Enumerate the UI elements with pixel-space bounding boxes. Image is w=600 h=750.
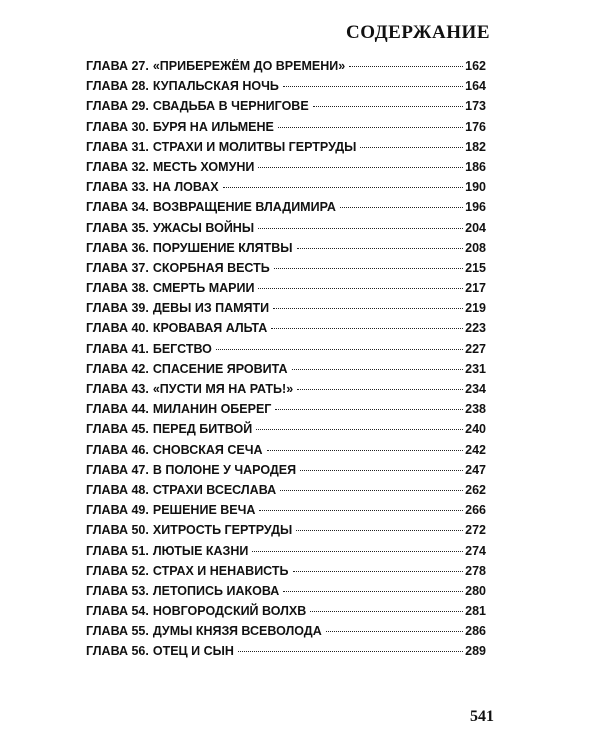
toc-dot-leader: [256, 429, 463, 430]
toc-chapter-title: ЛЕТОПИСЬ ИАКОВА: [152, 583, 280, 598]
toc-page-number: 266: [465, 503, 486, 518]
toc-page-number: 176: [465, 119, 486, 134]
toc-entry: [86, 218, 486, 238]
toc-dot-leader: [340, 207, 463, 208]
toc-chapter-title: ЛЮТЫЕ КАЗНИ: [152, 543, 249, 558]
toc-chapter-title: СТРАХИ И МОЛИТВЫ ГЕРТРУДЫ: [152, 139, 357, 154]
toc-dot-leader: [223, 187, 463, 188]
toc-page-number: 286: [465, 624, 486, 639]
toc-dot-leader: [252, 551, 463, 552]
toc-chapter-label: ГЛАВА 28.: [86, 79, 149, 94]
toc-dot-leader: [258, 167, 463, 168]
toc-chapter-label: ГЛАВА 55.: [86, 624, 149, 639]
toc-entry: [86, 137, 486, 157]
toc-entry: [86, 581, 486, 601]
toc-page-number: 247: [465, 462, 486, 477]
toc-page-number: 227: [465, 341, 486, 356]
toc-dot-leader: [293, 571, 464, 572]
toc-chapter-label: ГЛАВА 31.: [86, 139, 149, 154]
toc-page-number: 234: [465, 382, 486, 396]
toc-chapter-label: ГЛАВА 36.: [86, 240, 149, 255]
toc-dot-leader: [297, 248, 464, 249]
toc-page-number: 280: [465, 583, 486, 598]
toc-chapter-title: РЕШЕНИЕ ВЕЧА: [152, 503, 256, 518]
toc-dot-leader: [274, 268, 463, 269]
toc-dot-leader: [297, 389, 463, 390]
toc-entry: [86, 177, 486, 197]
toc-chapter-label: ГЛАВА 35.: [86, 220, 149, 235]
toc-dot-leader: [271, 328, 463, 329]
toc-entry: [86, 298, 486, 318]
toc-page-number: 164: [465, 79, 486, 94]
toc-page-number: 242: [465, 442, 486, 457]
toc-page-number: 215: [465, 260, 486, 275]
toc-dot-leader: [267, 450, 464, 451]
toc-page-number: 219: [465, 301, 486, 316]
toc-chapter-label: ГЛАВА 29.: [86, 99, 149, 114]
toc-entry: [86, 339, 486, 359]
toc-dot-leader: [360, 147, 463, 148]
toc-page-number: 196: [465, 200, 486, 215]
toc-chapter-label: ГЛАВА 44.: [86, 402, 149, 417]
toc-entry: [86, 460, 486, 480]
toc-entry: [86, 500, 486, 520]
toc-chapter-label: ГЛАВА 54.: [86, 604, 149, 619]
toc-chapter-label: ГЛАВА 30.: [86, 119, 149, 134]
toc-chapter-title: ОТЕЦ И СЫН: [152, 644, 234, 659]
toc-chapter-label: ГЛАВА 50.: [86, 523, 149, 538]
toc-chapter-title: «ПРИБЕРЕЖЁМ ДО ВРЕМЕНИ»: [152, 59, 346, 73]
table-of-contents: [86, 56, 486, 662]
toc-entry: [86, 258, 486, 278]
toc-chapter-label: ГЛАВА 32.: [86, 159, 149, 174]
page-number: 541: [470, 708, 494, 725]
toc-entry: [86, 440, 486, 460]
toc-page-number: 173: [465, 99, 486, 114]
toc-entry: [86, 117, 486, 137]
toc-chapter-label: ГЛАВА 27.: [86, 59, 149, 73]
toc-entry: [86, 621, 486, 641]
toc-chapter-label: ГЛАВА 42.: [86, 361, 149, 376]
toc-dot-leader: [313, 106, 463, 107]
toc-entry: [86, 419, 486, 439]
toc-chapter-label: ГЛАВА 40.: [86, 321, 149, 336]
toc-chapter-title: СНОВСКАЯ СЕЧА: [152, 442, 263, 457]
toc-entry: [86, 157, 486, 177]
toc-page-number: 223: [465, 321, 486, 336]
toc-entry: [86, 359, 486, 379]
toc-chapter-label: ГЛАВА 38.: [86, 281, 149, 296]
toc-dot-leader: [273, 308, 463, 309]
toc-entry: [86, 480, 486, 500]
toc-entry: [86, 601, 486, 621]
toc-dot-leader: [258, 228, 463, 229]
toc-chapter-title: УЖАСЫ ВОЙНЫ: [152, 220, 255, 235]
toc-dot-leader: [258, 288, 463, 289]
toc-dot-leader: [238, 651, 463, 652]
toc-chapter-label: ГЛАВА 39.: [86, 301, 149, 316]
toc-chapter-label: ГЛАВА 49.: [86, 503, 149, 518]
toc-dot-leader: [259, 510, 463, 511]
toc-dot-leader: [326, 631, 463, 632]
toc-chapter-title: ХИТРОСТЬ ГЕРТРУДЫ: [152, 523, 293, 538]
toc-page-number: 281: [465, 604, 486, 619]
toc-chapter-title: МИЛАНИН ОБЕРЕГ: [152, 402, 272, 417]
toc-chapter-label: ГЛАВА 45.: [86, 422, 149, 437]
toc-chapter-label: ГЛАВА 34.: [86, 200, 149, 215]
toc-chapter-title: КУПАЛЬСКАЯ НОЧЬ: [152, 79, 279, 94]
toc-chapter-label: ГЛАВА 52.: [86, 563, 149, 578]
toc-chapter-title: СТРАХ И НЕНАВИСТЬ: [152, 563, 289, 578]
toc-entry: [86, 197, 486, 217]
toc-chapter-title: «ПУСТИ МЯ НА РАТЬ!»: [152, 382, 294, 396]
toc-page-number: 272: [465, 523, 486, 538]
toc-dot-leader: [296, 530, 463, 531]
toc-entry: [86, 641, 486, 661]
toc-page-number: 162: [465, 59, 486, 73]
toc-chapter-label: ГЛАВА 37.: [86, 260, 149, 275]
toc-chapter-title: В ПОЛОНЕ У ЧАРОДЕЯ: [152, 462, 297, 477]
toc-dot-leader: [283, 86, 463, 87]
toc-chapter-label: ГЛАВА 47.: [86, 462, 149, 477]
toc-page-number: 262: [465, 482, 486, 497]
toc-dot-leader: [275, 409, 463, 410]
section-title: СОДЕРЖАНИЕ: [346, 22, 490, 43]
toc-entry: [86, 56, 486, 76]
toc-chapter-title: МЕСТЬ ХОМУНИ: [152, 159, 255, 174]
toc-chapter-title: ПЕРЕД БИТВОЙ: [152, 422, 253, 437]
toc-chapter-title: НА ЛОВАХ: [152, 180, 219, 195]
toc-chapter-label: ГЛАВА 43.: [86, 382, 149, 396]
toc-dot-leader: [283, 591, 463, 592]
toc-chapter-title: СТРАХИ ВСЕСЛАВА: [152, 482, 277, 497]
toc-chapter-title: НОВГОРОДСКИЙ ВОЛХВ: [152, 604, 307, 619]
toc-chapter-title: СПАСЕНИЕ ЯРОВИТА: [152, 361, 288, 376]
toc-chapter-label: ГЛАВА 48.: [86, 482, 149, 497]
toc-chapter-title: КРОВАВАЯ АЛЬТА: [152, 321, 268, 336]
toc-chapter-title: ДЕВЫ ИЗ ПАМЯТИ: [152, 301, 270, 316]
toc-entry: [86, 238, 486, 258]
toc-entry: [86, 399, 486, 419]
toc-chapter-title: СМЕРТЬ МАРИИ: [152, 281, 255, 296]
toc-entry: [86, 541, 486, 561]
toc-chapter-label: ГЛАВА 53.: [86, 583, 149, 598]
toc-chapter-title: СВАДЬБА В ЧЕРНИГОВЕ: [152, 99, 309, 114]
toc-page-number: 208: [465, 240, 486, 255]
toc-chapter-label: ГЛАВА 33.: [86, 180, 149, 195]
toc-page-number: 217: [465, 281, 486, 296]
toc-chapter-label: ГЛАВА 51.: [86, 543, 149, 558]
toc-chapter-title: ВОЗВРАЩЕНИЕ ВЛАДИМИРА: [152, 200, 336, 215]
toc-chapter-title: БЕГСТВО: [152, 341, 212, 356]
toc-page-number: 182: [465, 139, 486, 154]
toc-chapter-title: ПОРУШЕНИЕ КЛЯТВЫ: [152, 240, 293, 255]
toc-dot-leader: [278, 127, 463, 128]
toc-dot-leader: [310, 611, 463, 612]
toc-entry: [86, 76, 486, 96]
toc-page-number: 190: [465, 180, 486, 195]
toc-page-number: 274: [465, 543, 486, 558]
toc-dot-leader: [300, 470, 463, 471]
toc-entry: [86, 561, 486, 581]
toc-entry: [86, 520, 486, 540]
toc-dot-leader: [349, 66, 463, 67]
toc-dot-leader: [292, 369, 464, 370]
toc-page-number: 278: [465, 563, 486, 578]
toc-page-number: 186: [465, 159, 486, 174]
toc-chapter-label: ГЛАВА 56.: [86, 644, 149, 659]
toc-page-number: 240: [465, 422, 486, 437]
toc-page-number: 204: [465, 220, 486, 235]
toc-entry: [86, 318, 486, 338]
toc-page-number: 231: [465, 361, 486, 376]
toc-dot-leader: [280, 490, 463, 491]
toc-entry: [86, 278, 486, 298]
toc-chapter-title: БУРЯ НА ИЛЬМЕНЕ: [152, 119, 274, 134]
toc-chapter-label: ГЛАВА 46.: [86, 442, 149, 457]
toc-chapter-label: ГЛАВА 41.: [86, 341, 149, 356]
toc-dot-leader: [216, 349, 463, 350]
toc-chapter-title: СКОРБНАЯ ВЕСТЬ: [152, 260, 270, 275]
toc-page-number: 238: [465, 402, 486, 417]
toc-page-number: 289: [465, 644, 486, 659]
toc-entry: [86, 96, 486, 116]
toc-chapter-title: ДУМЫ КНЯЗЯ ВСЕВОЛОДА: [152, 624, 322, 639]
toc-entry: [86, 379, 486, 399]
